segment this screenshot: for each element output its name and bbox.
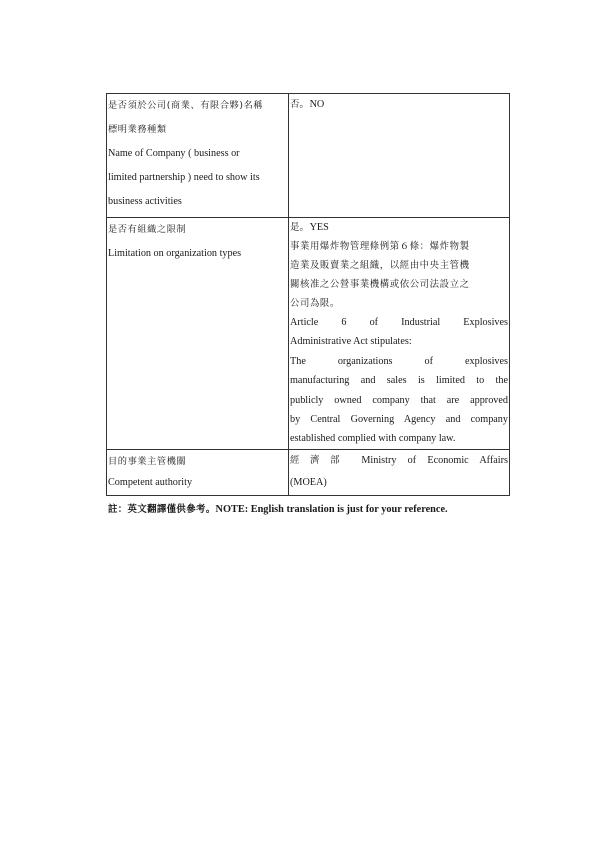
article-en-line: The organizations of explosives — [290, 355, 508, 367]
answer-zh: 否 — [290, 99, 300, 110]
row-value-cell — [289, 218, 510, 450]
authority-abbrev: (MOEA) — [290, 476, 327, 488]
label-en-line: Limitation on organization types — [108, 248, 242, 259]
article-en-line: publicly owned company that are approved — [290, 394, 508, 406]
row-label-cell — [107, 218, 289, 450]
label-zh-line: 標明業務種類 — [108, 124, 167, 135]
article-zh-line: 造業及販賣業之組織，以經由中央主管機 — [290, 260, 470, 271]
label-en-line: Name of Company ( business or — [108, 148, 240, 159]
label-zh-line: 是否須於公司(商業、有限合夥)名稱 — [108, 100, 264, 111]
article-zh-line: 關核准之公營事業機構或依公司法設立之 — [290, 279, 470, 290]
article-en-line: Administrative Act stipulates: — [290, 336, 412, 348]
authority-zh: 經濟部 — [290, 454, 351, 466]
authority-en: Ministry of Economic Affairs — [350, 454, 508, 466]
label-en-line: business activities — [108, 196, 182, 207]
article-en-line: Article 6 of Industrial Explosives — [290, 317, 508, 328]
article-zh-line: 公司為限。 — [290, 298, 340, 309]
article-en-line: by Central Governing Agency and company — [290, 414, 508, 426]
authority-line — [290, 450, 508, 472]
answer-en: 。YES — [299, 222, 329, 233]
label-en-line: Competent authority — [108, 476, 193, 488]
table-row — [107, 218, 510, 450]
label-en-line: limited partnership ) need to show its — [108, 172, 260, 183]
article-zh-line: 事業用爆炸物管理條例第６條：爆炸物製 — [290, 241, 470, 252]
table-row — [107, 449, 510, 495]
row-value-cell — [289, 94, 510, 218]
translation-note — [108, 501, 448, 515]
row-value-cell — [289, 449, 510, 495]
note-en: NOTE: English translation is just for your reference. — [215, 504, 448, 515]
note-zh: 註：英文翻譯僅供參考。 — [108, 504, 216, 515]
answer-line — [290, 218, 508, 237]
row-label-cell — [107, 94, 289, 218]
answer-en: 。NO — [299, 99, 325, 110]
label-zh-line: 是否有組織之限制 — [108, 224, 187, 235]
label-zh-line: 目的事業主管機關 — [108, 455, 187, 467]
answer-zh: 是 — [290, 222, 300, 233]
table-row — [107, 94, 510, 218]
article-en-line: established complied with company law. — [290, 433, 456, 445]
row-label-cell — [107, 449, 289, 495]
answer-line — [290, 94, 508, 116]
info-table — [106, 93, 510, 496]
article-en-line: manufacturing and sales is limited to the — [290, 375, 508, 387]
